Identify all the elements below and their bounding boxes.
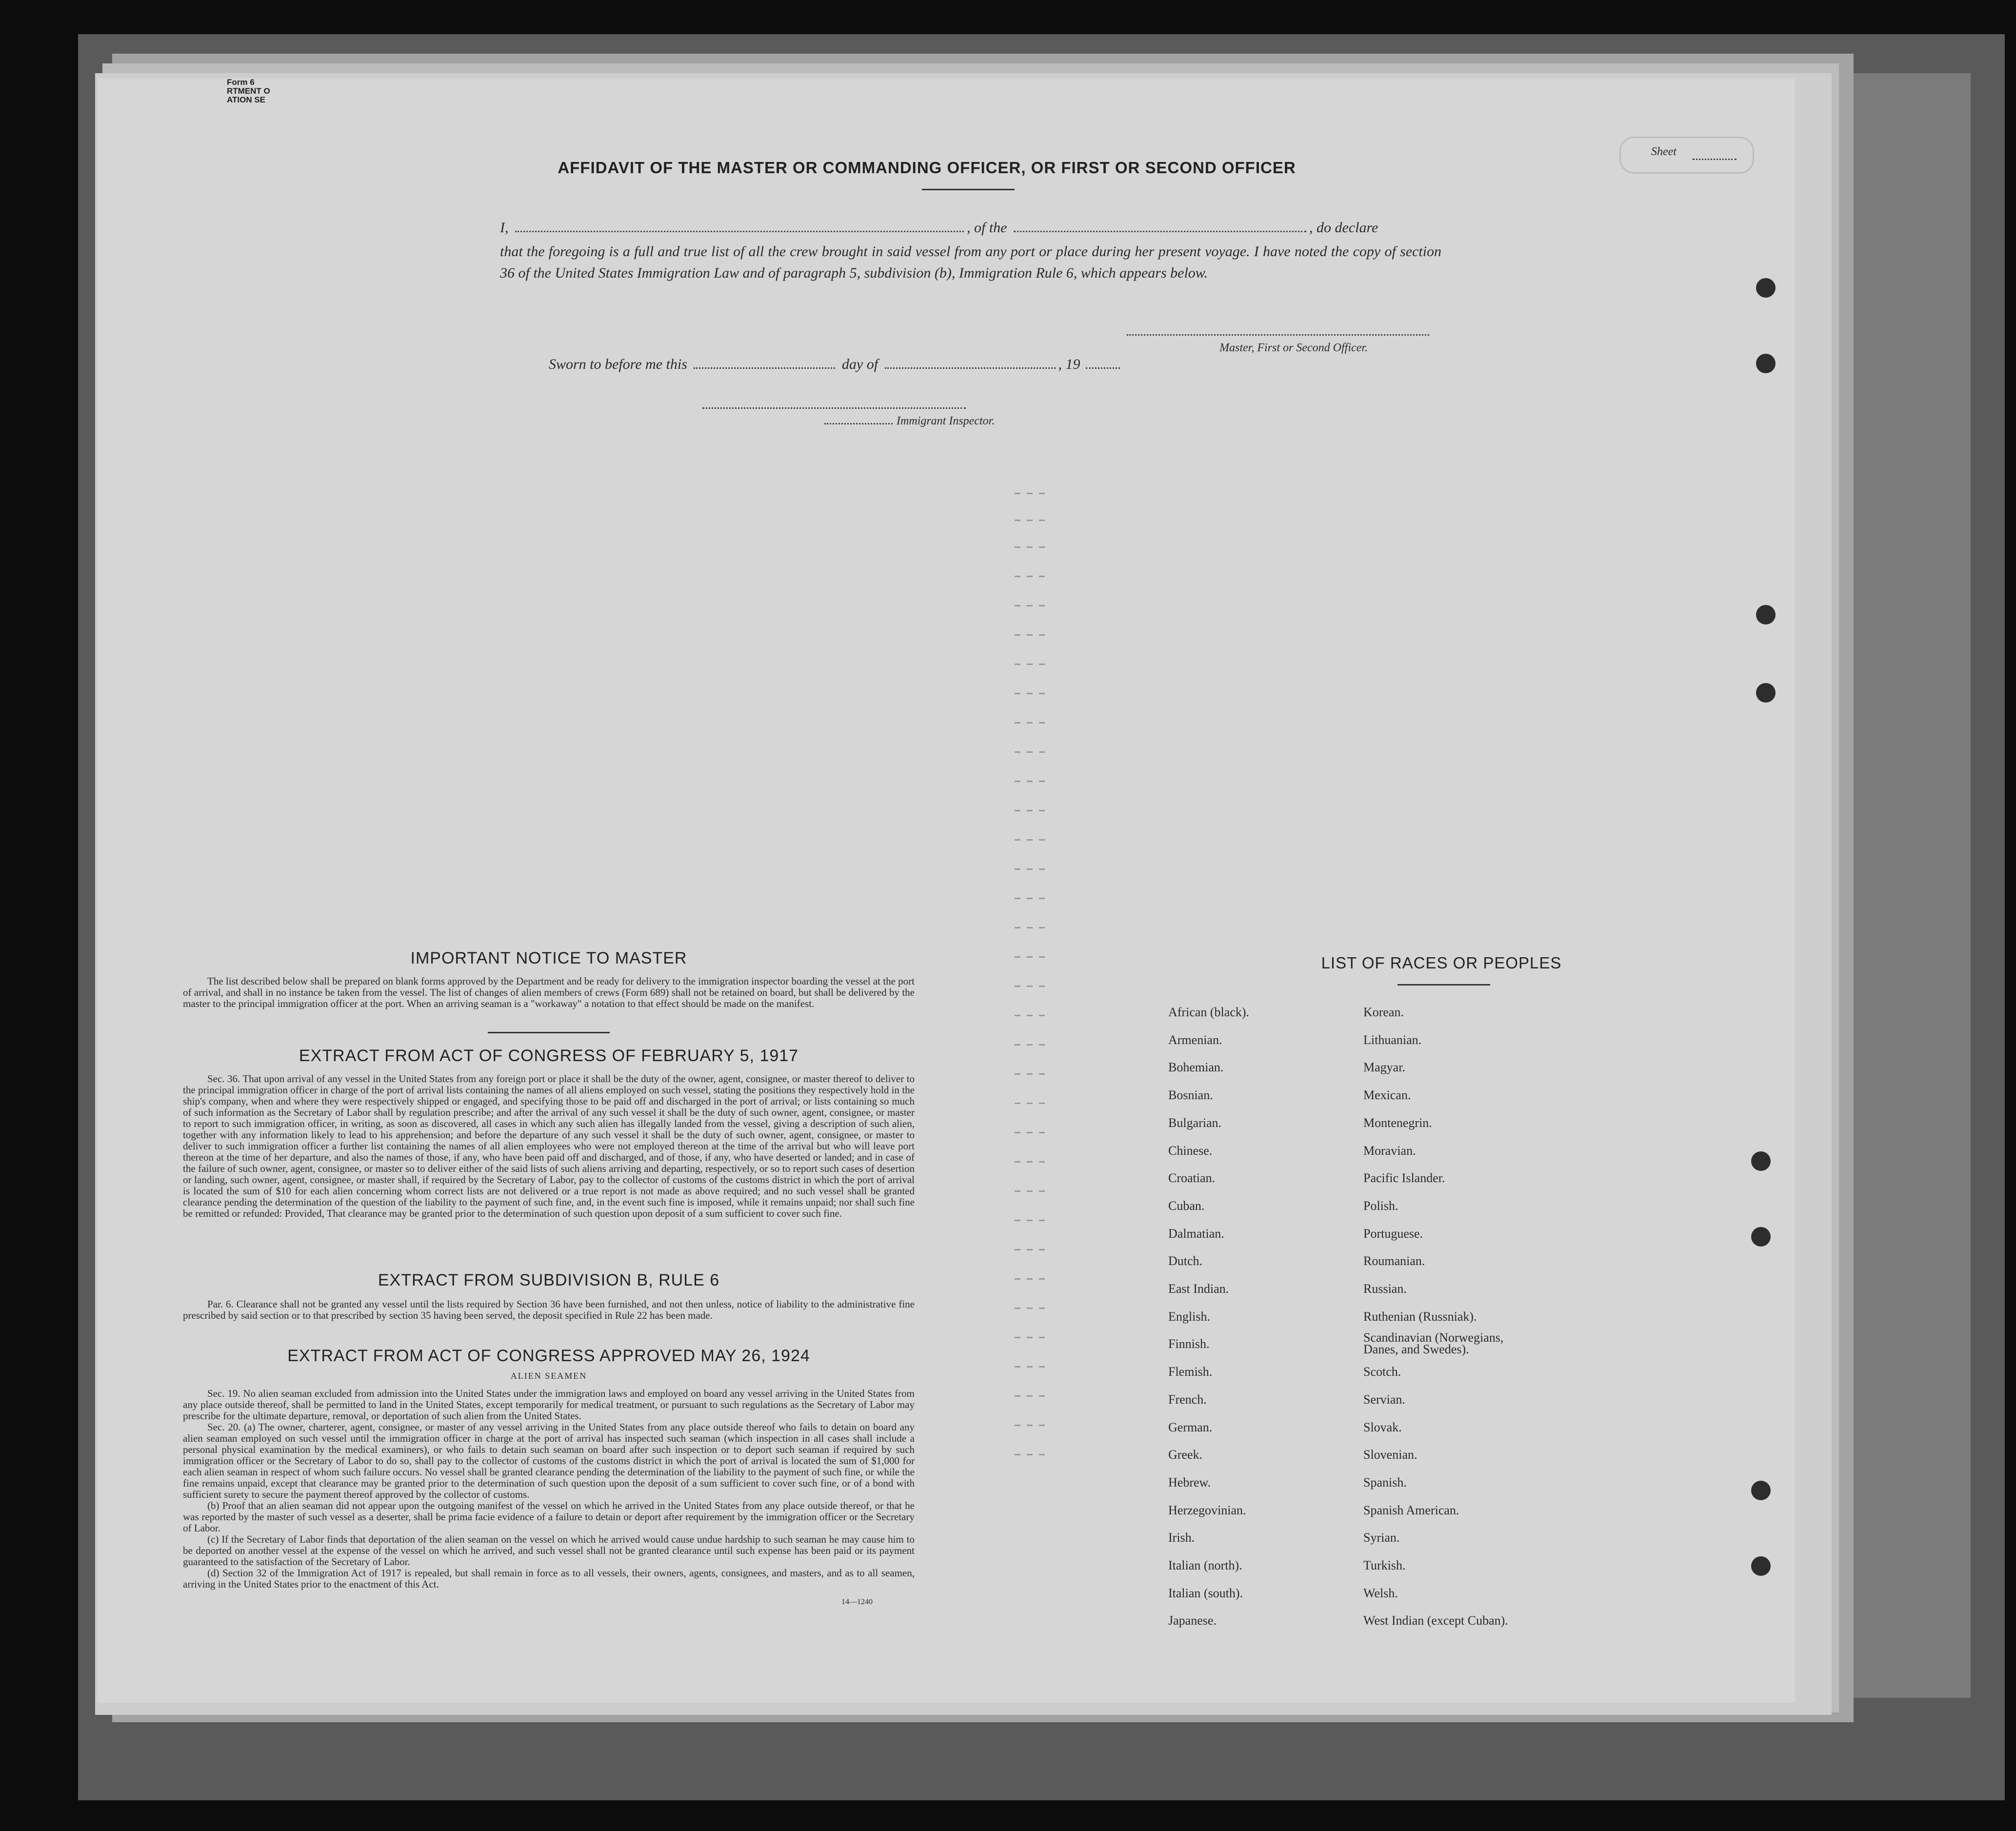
stamp-line: Form 6 xyxy=(227,78,255,87)
race-entry: Slovak. xyxy=(1363,1420,1402,1434)
document-page xyxy=(98,78,1795,1703)
sec-20d: (d) Section 32 of the Immigration Act of 1917 is repealed, but shall remain in force as to all vessels, their owners, agents, consignees, and masters, and as to all seamen, arriving in the United States prior to the enactment of this Act. xyxy=(183,1567,915,1590)
declaration-line xyxy=(500,220,1534,236)
race-entry: African (black). xyxy=(1168,1005,1250,1019)
sworn-line xyxy=(549,356,1120,373)
binder-hole xyxy=(1751,1151,1771,1171)
race-entry: Spanish American. xyxy=(1363,1503,1459,1517)
section-rule xyxy=(488,1032,610,1033)
inspector-caption-row xyxy=(824,415,995,428)
declarant-name-field[interactable] xyxy=(515,231,964,232)
sec-20a: Sec. 20. (a) The owner, charterer, agent, consignee, or master of any vessel arriving in the United States from any place outside thereof who fails to detain on board any alien seaman employed on such vessel until the immigration officer in charge at the port of arrival has inspected such seaman (which inspection in all cases shall include a personal physical examination by the medical examiners), or who fails to detain such seaman on board after such inspection or to deport such seaman if required by such immigration officer or the Secretary of Labor to do so, shall pay to the collector of customs of the customs district in which the port of arrival is located the sum of $1,000 for each alien seaman in respect of whom such failure occurs. No vessel shall be granted clearance pending the determination of the liability to the payment of such fine, or while the fine remains unpaid, except that clearance may be granted prior to the determination of such question upon the deposit of a sum sufficient to cover such fine, or of a bond with sufficient surety to secure the payment thereof approved by the collector of customs. xyxy=(183,1421,915,1500)
race-entry: Scotch. xyxy=(1363,1365,1401,1379)
race-entry: Slovenian. xyxy=(1363,1448,1417,1462)
vessel-name-field[interactable] xyxy=(1014,231,1306,232)
master-signature-line[interactable] xyxy=(1127,334,1429,336)
heading-rule xyxy=(922,189,1015,190)
stamp-line: ATION SE xyxy=(227,95,266,104)
race-entry: Armenian. xyxy=(1168,1032,1222,1047)
binder-hole xyxy=(1756,683,1776,703)
binder-hole xyxy=(1756,354,1776,373)
stamp-line: RTMENT O xyxy=(227,86,270,96)
race-entry: Flemish. xyxy=(1168,1365,1213,1379)
declaration-body: that the foregoing is a full and true list of all the crew brought in said vessel from any port or place during her present voyage. I have noted the copy of section 36 of the United States Immigration Law and of paragraph 5, subdivision (b), Immigration Rule 6, which appears below. xyxy=(500,243,1441,281)
extract-rule6-body: Par. 6. Clearance shall not be granted any vessel until the lists required by Section 36 have been furnished, and not then unless, notice of liability to the administrative fine prescribed by said section or to that prescribed by section 35 having been served, the deposit specified in Rule 22 has been made. xyxy=(183,1298,915,1321)
races-rule xyxy=(1397,984,1490,986)
notice-body: The list described below shall be prepared on blank forms approved by the Department and be ready for delivery to the immigration inspector boarding the vessel at the port of arrival, and shall in no instance be taken from the vessel. The list of changes of alien members of crews (Form 689) shall not be retained on board, but shall be delivered by the master to the principal immigration officer at the port. When an arriving seaman is a "workaway" a notation to that effect should be made on the manifest. xyxy=(183,975,915,1009)
race-entry: English. xyxy=(1168,1309,1210,1324)
race-entry: Cuban. xyxy=(1168,1198,1205,1213)
declare-label: , do declare xyxy=(1309,220,1378,236)
sheet-label xyxy=(1619,137,1795,171)
race-entry: Italian (south). xyxy=(1168,1586,1243,1600)
race-entry: Croatian. xyxy=(1168,1171,1216,1186)
sheet-text: Sheet xyxy=(1651,145,1677,158)
race-entry: Chinese. xyxy=(1168,1143,1213,1158)
race-entry: Irish. xyxy=(1168,1530,1195,1545)
sworn-label: Sworn to before me this xyxy=(549,356,687,372)
race-entry: West Indian (except Cuban). xyxy=(1363,1613,1508,1628)
inspector-signature-line[interactable] xyxy=(702,407,966,409)
sworn-month-field[interactable] xyxy=(885,367,1056,369)
master-caption: Master, First or Second Officer. xyxy=(1219,342,1368,354)
race-entry: Roumanian. xyxy=(1363,1254,1425,1268)
race-entry: Lithuanian. xyxy=(1363,1032,1422,1047)
binder-hole xyxy=(1751,1556,1771,1576)
form-code: 14—1240 xyxy=(841,1598,873,1606)
race-entry: Syrian. xyxy=(1363,1530,1400,1545)
race-entry: Hebrew. xyxy=(1168,1475,1211,1489)
binder-hole xyxy=(1751,1481,1771,1500)
day-of-label: day of xyxy=(841,356,878,372)
race-entry: Italian (north). xyxy=(1168,1558,1242,1572)
race-entry: Bohemian. xyxy=(1168,1060,1224,1075)
race-entry: Portuguese. xyxy=(1363,1226,1423,1241)
race-entry: Pacific Islander. xyxy=(1363,1171,1445,1186)
race-entry: East Indian. xyxy=(1168,1282,1229,1296)
inspector-caption: Immigrant Inspector. xyxy=(897,415,995,427)
sec-20b: (b) Proof that an alien seaman did not appear upon the outgoing manifest of the vessel on which he arrived in the United States from any place outside thereof, or that he was reported by the master of such vessel as a deserter, shall be prima facie evidence of a failure to detain or deport after requirement by the immigration officer or the Secretary of Labor. xyxy=(183,1500,915,1534)
vessel-label: , of the xyxy=(967,220,1007,236)
race-entry: Polish. xyxy=(1363,1198,1398,1213)
race-entry: French. xyxy=(1168,1392,1207,1407)
form-stamp xyxy=(227,78,285,104)
race-entry: Korean. xyxy=(1363,1005,1404,1019)
extract-1917-body: Sec. 36. That upon arrival of any vessel in the United States from any foreign port or place it shall be the duty of the owner, agent, consignee, or master thereof to deliver to the principal immigration officer in charge of the port of arrival lists containing the names of all aliens employed on such vessel, stating the positions they respectively hold in the ship's company, when and where they were respectively shipped or engaged, and specifying those to be paid off and discharged in the port of arrival; or lists containing so much of such information as the Secretary of Labor shall by regulation prescribe; and after the arrival of any such vessel it shall be the duty of such owner, agent, consignee, or master to report to such immigration officer, in writing, as soon as discovered, all cases in which any such alien has illegally landed from the vessel, giving a description of such alien, together with any information likely to lead to his apprehension; and before the departure of any such vessel it shall be the duty of such owner, agent, consignee, or master to deliver to such immigration officer a further list containing the names of all alien employees who were not employed thereon at the time of the arrival but who will leave port thereon at the time of her departure, and also the names of those, if any, who have been paid off and discharged, and of those, if any, who have deserted or landed; and in case of the failure of such owner, agent, consignee, or master so to deliver either of the said lists of such aliens arriving and departing, respectively, or so to report such cases of desertion or landing, such owner, agent, consignee, or master shall, if required by the Secretary of Labor, pay to the collector of customs of the customs district in which the port of arrival is located the sum of $10 for each alien concerning whom correct lists are not delivered or a true report is not made as above required; and no such vessel shall be granted clearance pending the determination of the question of the liability to the payment of such fine, and, in the event such fine is imposed, while it remains unpaid; nor shall such fine be remitted or refunded: Provided, That clearance may be granted prior to the determination of such question upon deposit of a sum sufficient to cover such fine. xyxy=(183,1073,915,1219)
extract-1917-heading: EXTRACT FROM ACT OF CONGRESS OF FEBRUARY 5, 1917 xyxy=(299,1046,799,1065)
race-entry: Mexican. xyxy=(1363,1088,1411,1103)
sworn-year-field[interactable] xyxy=(1086,367,1120,369)
race-entry: Welsh. xyxy=(1363,1586,1398,1600)
race-entry: Magyar. xyxy=(1363,1060,1405,1075)
year-label: , 19 xyxy=(1058,356,1080,372)
race-entry: Moravian. xyxy=(1363,1143,1416,1158)
race-entry: Ruthenian (Russniak). xyxy=(1363,1309,1477,1324)
notice-heading: IMPORTANT NOTICE TO MASTER xyxy=(410,949,687,967)
race-entry: Montenegrin. xyxy=(1363,1115,1432,1130)
binder-hole xyxy=(1756,605,1776,624)
race-entry: Dalmatian. xyxy=(1168,1226,1224,1241)
inspector-dots xyxy=(824,423,893,424)
sec-19: Sec. 19. No alien seaman excluded from admission into the United States under the immigration laws and employed on board any vessel arriving in the United States from any place outside thereof, shall be permitted to land in the United States, except temporarily for medical treatment, or pursuant to such regulations as the Secretary of Labor may prescribe for the ultimate departure, removal, or deportation of such alien from the United States. xyxy=(183,1388,915,1422)
extract-1924-heading: EXTRACT FROM ACT OF CONGRESS APPROVED MAY 26, 1924 xyxy=(287,1347,810,1365)
race-entry: Dutch. xyxy=(1168,1254,1203,1268)
affidavit-heading: AFFIDAVIT OF THE MASTER OR COMMANDING OFFICER, OR FIRST OR SECOND OFFICER xyxy=(558,159,1296,177)
sworn-date-field[interactable] xyxy=(694,367,835,369)
extract-1924-body xyxy=(183,1388,915,1590)
race-entry: Bosnian. xyxy=(1168,1088,1213,1103)
race-entry: Spanish. xyxy=(1363,1475,1407,1489)
binder-hole xyxy=(1751,1227,1771,1247)
alien-seamen-subheading: ALIEN SEAMEN xyxy=(510,1371,587,1381)
declarant-label: I, xyxy=(500,220,509,236)
race-entry: Herzegovinian. xyxy=(1168,1503,1246,1517)
race-entry: Japanese. xyxy=(1168,1613,1217,1628)
extract-rule6-heading: EXTRACT FROM SUBDIVISION B, RULE 6 xyxy=(378,1271,720,1289)
sheet-dots xyxy=(1693,154,1737,162)
race-entry: Russian. xyxy=(1363,1282,1407,1296)
sec-20c: (c) If the Secretary of Labor finds that deportation of the alien seaman on the vessel on which he arrived would cause undue hardship to such seaman he may cause him to be deported on another vessel at the expense of the vessel on which he arrived, and such vessel shall not be granted clearance until such expense has been paid or its payment guaranteed to the satisfaction of the Secretary of Labor. xyxy=(183,1533,915,1568)
race-entry: Servian. xyxy=(1363,1392,1405,1407)
race-entry: German. xyxy=(1168,1420,1213,1434)
race-entry: Finnish. xyxy=(1168,1337,1210,1351)
races-heading: LIST OF RACES OR PEOPLES xyxy=(1321,954,1562,972)
binder-hole xyxy=(1756,278,1776,298)
race-entry: Greek. xyxy=(1168,1448,1203,1462)
race-entry: Bulgarian. xyxy=(1168,1115,1222,1130)
race-entry: Scandinavian (Norwegians, Danes, and Swedes). xyxy=(1363,1330,1504,1357)
race-entry: Turkish. xyxy=(1363,1558,1406,1572)
